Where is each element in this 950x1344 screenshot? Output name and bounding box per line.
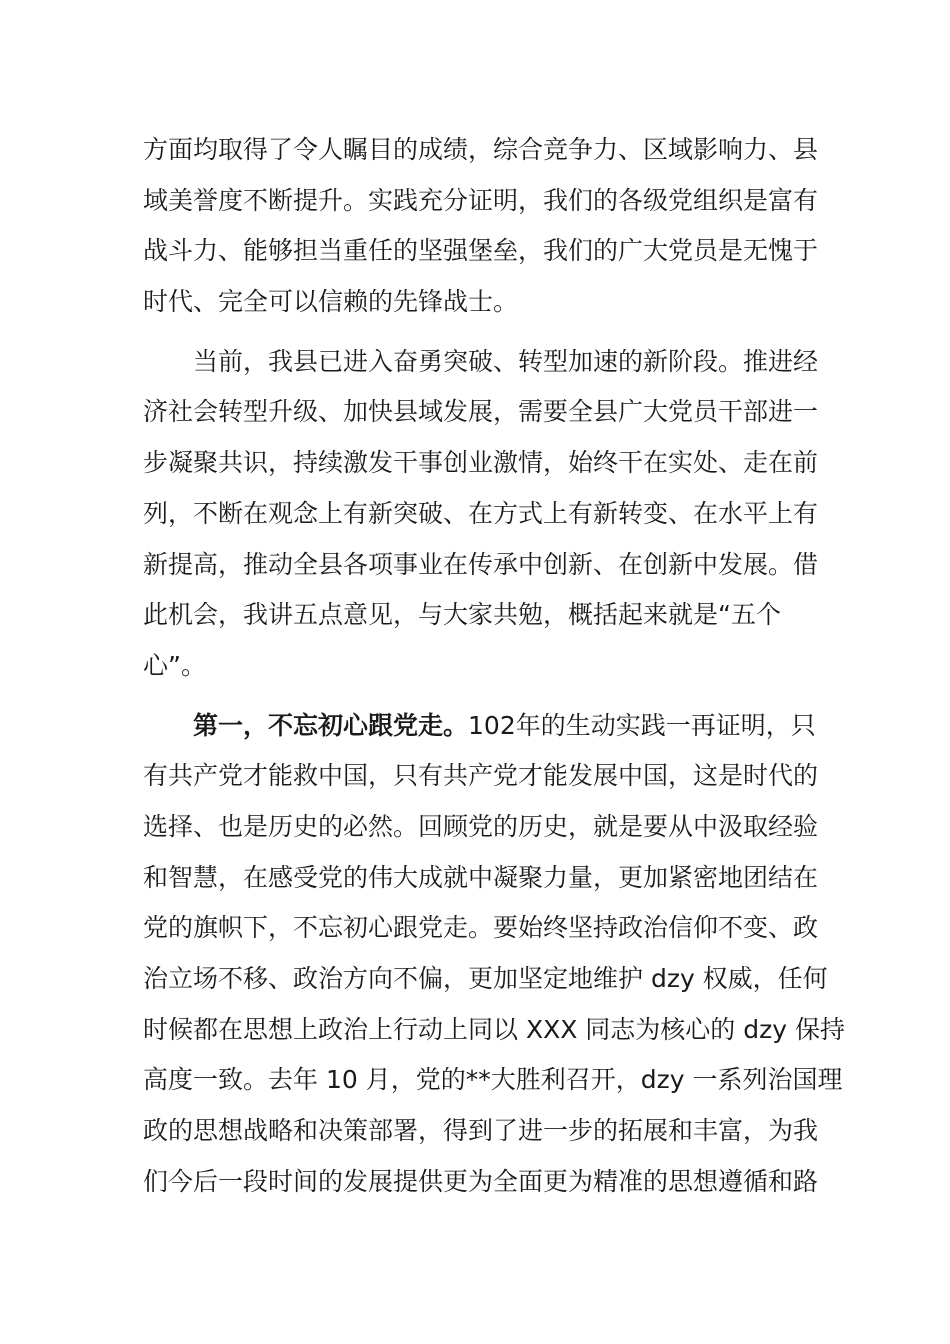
- text-line: 当前，我县已进入奋勇突破、转型加速的新阶段。推进经: [193, 346, 819, 376]
- text-line: 步凝聚共识，持续激发干事创业激情，始终干在实处、走在前: [143, 448, 819, 478]
- text-line: 新提高，推动全县各项事业在传承中创新、在创新中发展。借: [143, 549, 819, 579]
- text-line: 战斗力、能够担当重任的坚强堡垒，我们的广大党员是无愧于: [143, 236, 819, 266]
- text-run: 102年的生动实践一再证明，只: [468, 710, 816, 740]
- text-line: [143, 701, 816, 752]
- paragraph-2: [143, 337, 819, 692]
- text-line: 时候都在思想上政治上行动上同以 XXX 同志为核心的 dzy 保持: [143, 1014, 845, 1044]
- text-line: 和智慧，在感受党的伟大成就中凝聚力量，更加紧密地团结在: [143, 862, 819, 892]
- text-line: 济社会转型升级、加快县域发展，需要全县广大党员干部进一: [143, 397, 819, 427]
- text-line: 域美誉度不断提升。实践充分证明，我们的各级党组织是富有: [143, 185, 819, 215]
- text-line: 此机会，我讲五点意见，与大家共勉，概括起来就是“五个: [143, 600, 781, 630]
- text-line: 们今后一段时间的发展提供更为全面更为精准的思想遵循和路: [143, 1166, 819, 1196]
- text-line: 高度一致。去年 10 月，党的**大胜利召开，dzy 一系列治国理: [143, 1065, 843, 1095]
- text-line: 党的旗帜下，不忘初心跟党走。要始终坚持政治信仰不变、政: [143, 913, 819, 943]
- paragraph-spacer: [143, 328, 803, 337]
- text-line: 选择、也是历史的必然。回顾党的历史，就是要从中汲取经验: [143, 811, 819, 841]
- text-line: 心”。: [143, 650, 206, 680]
- document-body: [143, 125, 845, 1207]
- paragraph-3: [143, 701, 845, 1208]
- paragraph-lead-heading: 第一，不忘初心跟党走。: [193, 710, 469, 740]
- paragraph-1: [143, 125, 819, 328]
- text-line: 列，不断在观念上有新突破、在方式上有新转变、在水平上有: [143, 498, 819, 528]
- text-line: 政的思想战略和决策部署，得到了进一步的拓展和丰富，为我: [143, 1116, 819, 1146]
- text-line: 有共产党才能救中国，只有共产党才能发展中国，这是时代的: [143, 761, 819, 791]
- text-line: 方面均取得了令人瞩目的成绩，综合竞争力、区域影响力、县: [143, 135, 819, 164]
- paragraph-spacer: [143, 692, 803, 701]
- text-line: 时代、完全可以信赖的先锋战士。: [143, 287, 519, 317]
- text-line: 治立场不移、政治方向不偏，更加坚定地维护 dzy 权威，任何: [143, 964, 828, 993]
